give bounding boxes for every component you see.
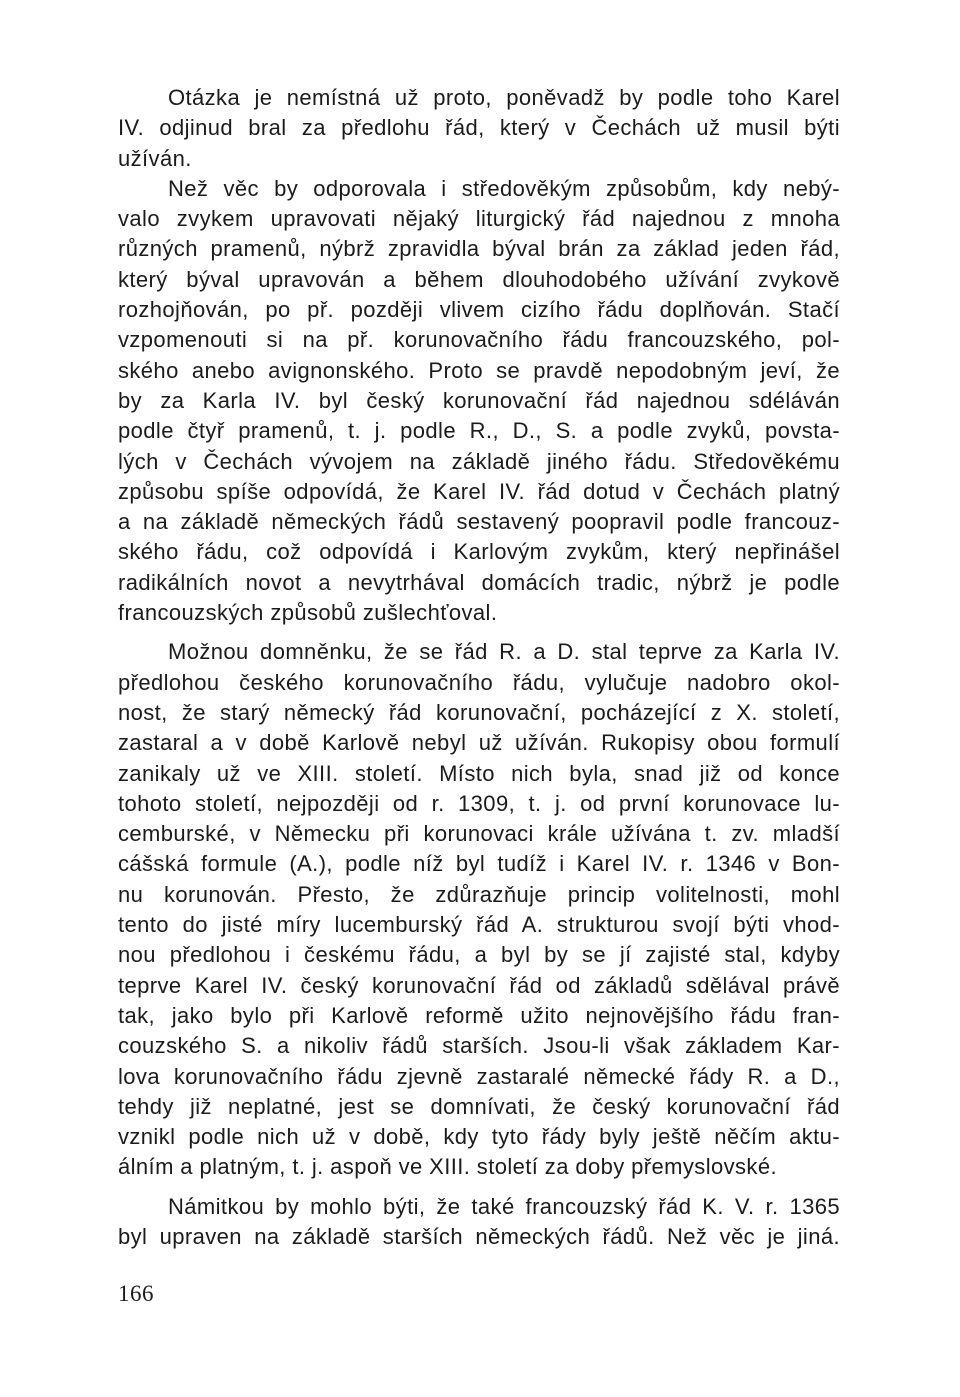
text-line: různých pramenů, nýbrž zpravidla býval brán za základ jeden řád, xyxy=(118,236,840,262)
text-line: způsobu spíše odpovídá, že Karel IV. řád dotud v Čechách platný xyxy=(118,478,840,504)
text-line: Otázka je nemístná už proto, poněvadž by podle toho Karel xyxy=(168,85,840,110)
text-line: nou předlohou i českému řádu, a byl by se jí zajisté stal, kdyby xyxy=(118,942,840,968)
text-line: álním a platným, t. j. aspoň ve XIII. století za doby přemyslovské. xyxy=(118,1154,777,1180)
paragraph xyxy=(118,83,840,174)
text-line: lova korunovačního řádu zjevně zastaralé německé řády R. a D., xyxy=(118,1063,840,1089)
text-line: podle čtyř pramenů, t. j. podle R., D., S. a podle zvyků, povsta- xyxy=(118,418,840,444)
text-line: tak, jako bylo při Karlově reformě užito nejnovějšího řádu fran- xyxy=(118,1002,840,1028)
text-line: Možnou domněnku, že se řád R. a D. stal teprve za Karla IV. xyxy=(168,639,840,665)
text-line: vznikl podle nich už v době, kdy tyto řády byly ještě něčím aktu- xyxy=(118,1124,840,1150)
text-line: francouzských způsobů zušlechťoval. xyxy=(118,600,498,626)
text-line: cemburské, v Německu při korunovaci krále užívána t. zv. mladší xyxy=(118,821,840,847)
text-line: předlohou českého korunovačního řádu, vylučuje nadobro okol- xyxy=(118,669,840,695)
text-line: lých v Čechách vývojem na základě jiného řádu. Středověkému xyxy=(118,448,840,474)
paragraph xyxy=(118,174,840,628)
text-line: Než věc by odporovala i středověkým způsobům, kdy nebý- xyxy=(168,175,840,201)
text-line: byl upraven na základě starších německých řádů. Než věc je jiná. xyxy=(118,1223,840,1249)
text-line: rozhojňován, po př. později vlivem cizího řádu doplňován. Stačí xyxy=(118,297,840,323)
paragraph xyxy=(118,637,840,1182)
text-line: IV. odjinud bral za předlohu řád, který v Čechách už musil býti xyxy=(118,115,840,141)
page-number: 166 xyxy=(118,1281,154,1306)
text-line: Námitkou by mohlo býti, že také francouzský řád K. V. r. 1365 xyxy=(168,1193,840,1219)
text-line: ského anebo avignonského. Proto se pravdě nepodobným jeví, že xyxy=(118,357,840,383)
text-line: který býval upravován a během dlouhodobého užívání zvykově xyxy=(118,266,840,292)
text-line: nost, že starý německý řád korunovační, pocházející z X. století, xyxy=(118,699,840,725)
text-line: tento do jisté míry lucemburský řád A. strukturou svojí býti vhod- xyxy=(118,912,840,938)
text-line: zastaral a v době Karlově nebyl už užíván. Rukopisy obou formulí xyxy=(118,730,840,756)
text-line: ského řádu, což odpovídá i Karlovým zvykům, který nepřinášel xyxy=(118,539,840,565)
text-line: valo zvykem upravovati nějaký liturgický řád najednou z mnoha xyxy=(118,206,840,232)
text-line: nu korunován. Přesto, že zdůrazňuje princip volitelnosti, mohl xyxy=(118,881,840,907)
text-line: radikálních novot a nevytrhával domácích tradic, nýbrž je podle xyxy=(118,569,840,595)
text-line: zanikaly už ve XIII. století. Místo nich byla, snad již od konce xyxy=(118,760,840,786)
body-text xyxy=(118,83,840,1252)
text-line: by za Karla IV. byl český korunovační řád najednou sdéláván xyxy=(118,387,840,413)
text-line: couzského S. a nikoliv řádů starších. Jsou-li však základem Kar- xyxy=(118,1033,840,1059)
paragraph xyxy=(118,1192,840,1253)
text-line: teprve Karel IV. český korunovační řád od základů sdělával právě xyxy=(118,972,840,998)
text-line: tehdy již neplatné, jest se domnívati, že český korunovační řád xyxy=(118,1093,840,1119)
text-line: cášská formule (A.), podle níž byl tudíž i Karel IV. r. 1346 v Bon- xyxy=(118,851,840,877)
text-line: vzpomenouti si na př. korunovačního řádu francouzského, pol- xyxy=(118,327,840,353)
text-line: užíván. xyxy=(118,145,192,171)
text-line: tohoto století, nejpozději od r. 1309, t. j. od první korunovace lu- xyxy=(118,790,840,816)
text-line: a na základě německých řádů sestavený poopravil podle francouz- xyxy=(118,509,840,535)
